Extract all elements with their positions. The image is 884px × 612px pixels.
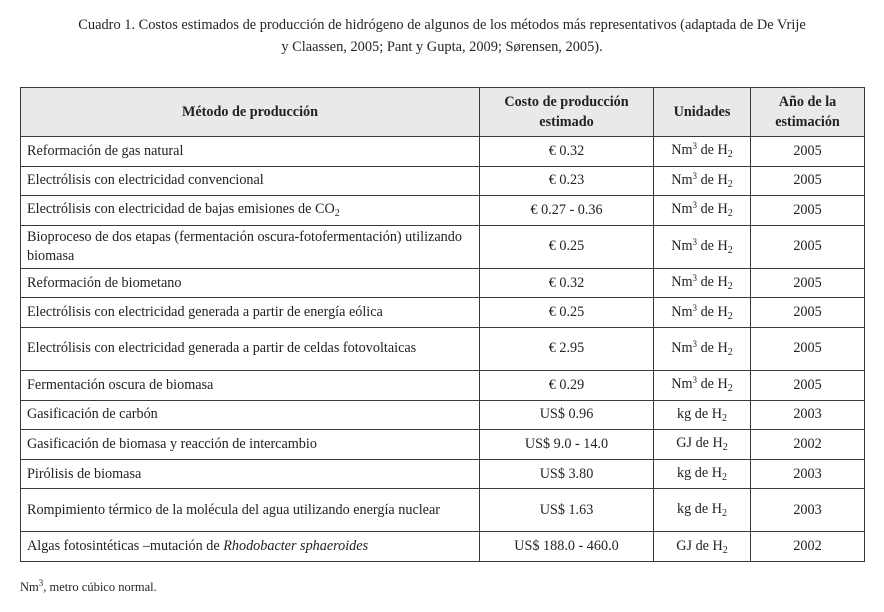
year-cell: 2005	[751, 225, 865, 268]
cost-cell: € 0.27 - 0.36	[480, 196, 654, 226]
method-cell: Electrólisis con electricidad de bajas emisiones de $CO_2$	[21, 196, 480, 226]
cost-cell: US$ 0.96	[480, 400, 654, 430]
caption-line-2: y Claassen, 2005; Pant y Gupta, 2009; Sørensen, 2005).	[281, 39, 603, 55]
cost-cell: € 0.32	[480, 268, 654, 298]
table-row	[21, 166, 865, 196]
table-caption	[14, 14, 870, 58]
unit-cell: Nm$^3$ de $H_2$	[654, 268, 751, 298]
unit-cell: Nm$^3$ de $H_2$	[654, 370, 751, 400]
table-row	[21, 137, 865, 167]
cost-cell: € 0.25	[480, 225, 654, 268]
method-cell: Gasificación de biomasa y reacción de intercambio	[21, 430, 480, 460]
table-row	[21, 400, 865, 430]
table-row	[21, 225, 865, 268]
year-cell: 2005	[751, 268, 865, 298]
method-cell: Rompimiento térmico de la molécula del agua utilizando energía nuclear	[21, 489, 480, 532]
header-cost: Costo de producción estimado	[480, 88, 654, 137]
year-cell: 2003	[751, 489, 865, 532]
year-cell: 2002	[751, 532, 865, 562]
method-cell: Reformación de gas natural	[21, 137, 480, 167]
method-cell: Electrólisis con electricidad generada a partir de energía eólica	[21, 298, 480, 328]
method-cell: Pirólisis de biomasa	[21, 459, 480, 489]
production-cost-table	[20, 87, 865, 562]
unit-cell: Nm$^3$ de $H_2$	[654, 327, 751, 370]
method-cell: Reformación de biometano	[21, 268, 480, 298]
method-cell: Fermentación oscura de biomasa	[21, 370, 480, 400]
table-row	[21, 532, 865, 562]
species-name: Rhodobacter sphaeroides	[223, 538, 369, 555]
year-cell: 2005	[751, 327, 865, 370]
table-row	[21, 430, 865, 460]
unit-cell: kg de $H_2$	[654, 489, 751, 532]
unit-cell: kg de $H_2$	[654, 459, 751, 489]
unit-cell: GJ de $H_2$	[654, 430, 751, 460]
cost-cell: € 0.25	[480, 298, 654, 328]
year-cell: 2005	[751, 298, 865, 328]
year-cell: 2005	[751, 137, 865, 167]
cost-cell: US$ 3.80	[480, 459, 654, 489]
unit-cell: Nm$^3$ de $H_2$	[654, 196, 751, 226]
year-cell: 2003	[751, 459, 865, 489]
table-row	[21, 459, 865, 489]
table-header-row	[21, 88, 865, 137]
unit-cell: Nm$^3$ de $H_2$	[654, 137, 751, 167]
method-cell: Electrólisis con electricidad convencional	[21, 166, 480, 196]
table-row	[21, 196, 865, 226]
cost-cell: US$ 9.0 - 14.0	[480, 430, 654, 460]
year-cell: 2003	[751, 400, 865, 430]
method-cell: Gasificación de carbón	[21, 400, 480, 430]
method-cell: Bioproceso de dos etapas (fermentación oscura-fotofermentación) utilizando biomasa	[21, 225, 480, 268]
footnote: Nm$^3$, metro cúbico normal.	[20, 578, 157, 594]
method-cell: Electrólisis con electricidad generada a partir de celdas fotovoltaicas	[21, 327, 480, 370]
cost-cell: US$ 1.63	[480, 489, 654, 532]
unit-cell: Nm$^3$ de $H_2$	[654, 166, 751, 196]
year-cell: 2005	[751, 370, 865, 400]
table-row	[21, 370, 865, 400]
unit-cell: GJ de $H_2$	[654, 532, 751, 562]
cost-cell: € 0.32	[480, 137, 654, 167]
cost-cell: € 0.23	[480, 166, 654, 196]
cost-cell: US$ 188.0 - 460.0	[480, 532, 654, 562]
cost-cell: € 2.95	[480, 327, 654, 370]
year-cell: 2005	[751, 196, 865, 226]
header-year: Año de la estimación	[751, 88, 865, 137]
table-row	[21, 327, 865, 370]
header-units: Unidades	[654, 88, 751, 137]
unit-cell: Nm$^3$ de $H_2$	[654, 298, 751, 328]
header-method: Método de producción	[21, 88, 480, 137]
table-row	[21, 298, 865, 328]
method-cell: Algas fotosintéticas –mutación de Rhodobacter sphaeroides	[21, 532, 480, 562]
table-row	[21, 489, 865, 532]
unit-cell: Nm$^3$ de $H_2$	[654, 225, 751, 268]
caption-line-1: Cuadro 1. Costos estimados de producción de hidrógeno de algunos de los métodos más representativos (adaptada de De Vrije	[78, 17, 806, 33]
year-cell: 2002	[751, 430, 865, 460]
table-row	[21, 268, 865, 298]
unit-cell: kg de $H_2$	[654, 400, 751, 430]
cost-cell: € 0.29	[480, 370, 654, 400]
year-cell: 2005	[751, 166, 865, 196]
